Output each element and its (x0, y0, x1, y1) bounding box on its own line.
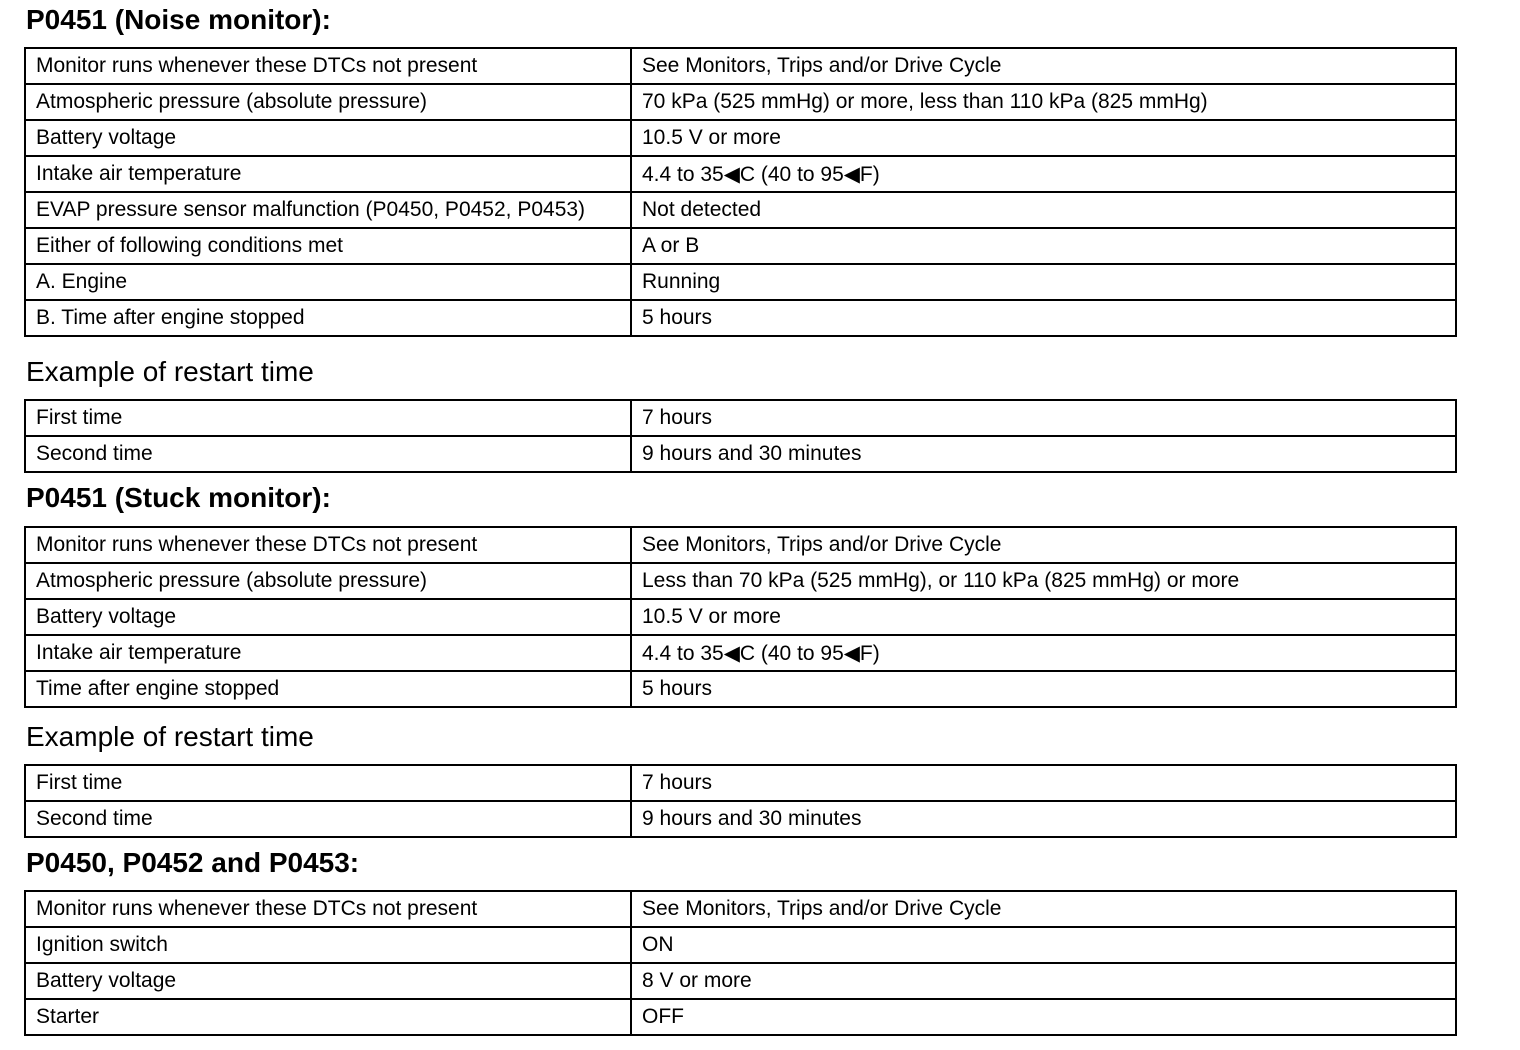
row-label: Atmospheric pressure (absolute pressure) (25, 563, 631, 599)
row-label: A. Engine (25, 264, 631, 300)
row-label: First time (25, 400, 631, 436)
row-label: First time (25, 765, 631, 801)
table-row (25, 120, 1456, 156)
row-value: OFF (631, 999, 1456, 1035)
row-value: 70 kPa (525 mmHg) or more, less than 110 kPa (825 mmHg) (631, 84, 1456, 120)
row-value: ON (631, 927, 1456, 963)
row-value: 4.4 to 35◀C (40 to 95◀F) (631, 156, 1456, 192)
row-value: 5 hours (631, 300, 1456, 336)
table-row (25, 599, 1456, 635)
row-value: See Monitors, Trips and/or Drive Cycle (631, 48, 1456, 84)
table-row (25, 436, 1456, 472)
table-row (25, 192, 1456, 228)
table-row (25, 48, 1456, 84)
table-row (25, 891, 1456, 927)
row-value: Less than 70 kPa (525 mmHg), or 110 kPa (825 mmHg) or more (631, 563, 1456, 599)
table-row (25, 999, 1456, 1035)
section-title-p0450-p0452-p0453: P0450, P0452 and P0453: (26, 847, 360, 878)
row-value: See Monitors, Trips and/or Drive Cycle (631, 891, 1456, 927)
row-value: See Monitors, Trips and/or Drive Cycle (631, 527, 1456, 563)
row-label: Monitor runs whenever these DTCs not present (25, 527, 631, 563)
row-value: 9 hours and 30 minutes (631, 801, 1456, 837)
table-row (25, 228, 1456, 264)
section-title-noise-monitor: P0451 (Noise monitor): (26, 4, 331, 35)
restart-time-title: Example of restart time (26, 356, 314, 387)
table-row (25, 671, 1456, 707)
row-value: Running (631, 264, 1456, 300)
row-label: B. Time after engine stopped (25, 300, 631, 336)
row-value: Not detected (631, 192, 1456, 228)
row-value: 9 hours and 30 minutes (631, 436, 1456, 472)
row-label: Battery voltage (25, 963, 631, 999)
row-label: Battery voltage (25, 120, 631, 156)
row-value: 4.4 to 35◀C (40 to 95◀F) (631, 635, 1456, 671)
restart-time-table-stuck-monitor (24, 764, 1457, 838)
row-label: Atmospheric pressure (absolute pressure) (25, 84, 631, 120)
row-label: Ignition switch (25, 927, 631, 963)
row-label: Starter (25, 999, 631, 1035)
row-label: Intake air temperature (25, 635, 631, 671)
row-value: 10.5 V or more (631, 120, 1456, 156)
row-value: 7 hours (631, 765, 1456, 801)
row-value: 10.5 V or more (631, 599, 1456, 635)
conditions-table-noise-monitor (24, 47, 1457, 337)
conditions-table-stuck-monitor (24, 526, 1457, 708)
restart-time-table-noise-monitor (24, 399, 1457, 473)
table-row (25, 635, 1456, 671)
row-label: Either of following conditions met (25, 228, 631, 264)
table-row (25, 400, 1456, 436)
row-value: 8 V or more (631, 963, 1456, 999)
table-row (25, 801, 1456, 837)
table-row (25, 563, 1456, 599)
row-label: Battery voltage (25, 599, 631, 635)
table-row (25, 300, 1456, 336)
section-title-stuck-monitor: P0451 (Stuck monitor): (26, 482, 331, 513)
row-label: Monitor runs whenever these DTCs not present (25, 48, 631, 84)
table-row (25, 527, 1456, 563)
row-label: Intake air temperature (25, 156, 631, 192)
table-row (25, 765, 1456, 801)
row-value: 7 hours (631, 400, 1456, 436)
table-row (25, 156, 1456, 192)
restart-time-title: Example of restart time (26, 721, 314, 752)
row-label: EVAP pressure sensor malfunction (P0450, P0452, P0453) (25, 192, 631, 228)
row-label: Time after engine stopped (25, 671, 631, 707)
row-value: A or B (631, 228, 1456, 264)
table-row (25, 84, 1456, 120)
row-label: Second time (25, 436, 631, 472)
table-row (25, 963, 1456, 999)
row-label: Second time (25, 801, 631, 837)
conditions-table-p0450-p0452-p0453 (24, 890, 1457, 1036)
row-value: 5 hours (631, 671, 1456, 707)
row-label: Monitor runs whenever these DTCs not present (25, 891, 631, 927)
table-row (25, 264, 1456, 300)
table-row (25, 927, 1456, 963)
